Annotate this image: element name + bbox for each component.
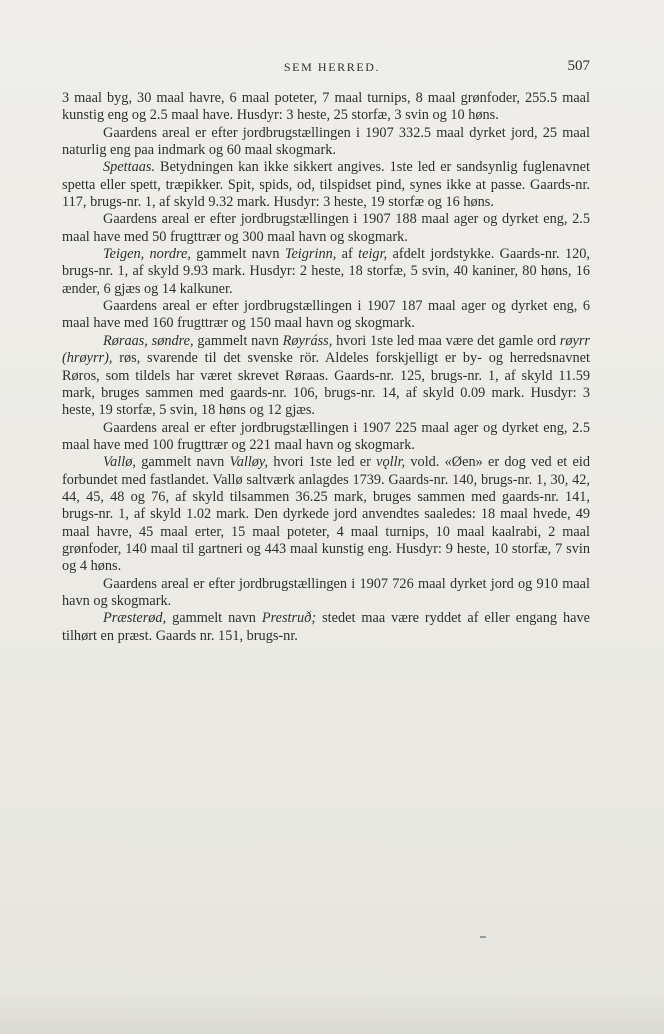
place-name: Teigen, nordre, (103, 246, 191, 263)
body-text (62, 90, 590, 645)
place-name: Præsterød, (103, 610, 167, 627)
paragraph: 3 maal byg, 30 maal havre, 6 maal poteter, 7 maal turnips, 8 maal grønfoder, 255.5 maal kunstig eng og 2.5 maal have. Husdyr: 3 heste, 25 storfæ, 3 svin og 10 høns. (62, 90, 590, 124)
page-header (0, 58, 664, 78)
etymon: røyrr (hrøyrr), (62, 332, 590, 367)
scan-shadow (0, 990, 664, 1034)
old-name: Teigrinn, (284, 246, 337, 263)
paragraph: Røraas, søndre, gammelt navn Røyráss, hvori 1ste led maa være det gamle ord røyrr (hrøyrr), røs, svarende til det svenske rör. Aldeles forskjelligt er by- og herredsnavnet Røros, som tildels har været skrevet Røraas. Gaards-nr. 125, brugs-nr. 1, af skyld 11.59 mark, bruges sammen med gaards-nr. 106, brugs-nr. 14, af skyld 0.09 mark. Husdyr: 3 heste, 19 storfæ, 5 svin, 18 høns og 12 gjæs. (62, 332, 590, 419)
etymon: teigr, (358, 246, 388, 263)
paragraph: Spettaas. Betydningen kan ikke sikkert angives. 1ste led er sandsynlig fuglenavnet spetta eller spett, træpikker. Spit, spids, od, tilspidset pind, synes ikke at passe. Gaards-nr. 117, brugs-nr. 1, af skyld 9.32 mark. Husdyr: 3 heste, 19 storfæ og 16 høns. (62, 159, 590, 211)
paragraph: Gaardens areal er efter jordbrugstællingen i 1907 188 maal ager og dyrket eng, 2.5 maal have med 50 frugttrær og 300 maal havn og skogmark. (62, 211, 590, 245)
old-name: Prestruð; (261, 610, 317, 627)
paragraph: Vallø, gammelt navn Valløy, hvori 1ste led er vǫllr, vold. «Øen» er dog ved et eid forbundet med fastlandet. Vallø saltværk anlagdes 1739. Gaards-nr. 140, brugs-nr. 1, 30, 42, 44, 45, 48 og 76, af skyld tilsammen 36.25 mark, bruges sammen med gaards-nr. 141, brugs-nr. 1, af skyld 1.02 mark. Den dyrkede jord anvendtes saaledes: 18 maal hvede, 49 maal havre, 45 maal erter, 15 maal poteter, 4 maal turnips, 10 maal kaalrabi, 2 maal grønfoder, 140 maal til gartneri og 443 maal kunstig eng. Husdyr: 9 heste, 10 storfæ, 7 svin og 4 høns. (62, 454, 591, 575)
paragraph: Præsterød, gammelt navn Prestruð; stedet maa være ryddet af eller engang have tilhørt en præst. Gaards nr. 151, brugs-nr. (62, 610, 590, 644)
place-name: Vallø, (103, 454, 136, 471)
running-title: SEM HERRED. (283, 60, 381, 74)
paragraph: Gaardens areal er efter jordbrugstællingen i 1907 332.5 maal dyrket jord, 25 maal naturlig eng paa indmark og 60 maal skogmark. (62, 124, 590, 159)
paragraph: Gaardens areal er efter jordbrugstællingen i 1907 187 maal ager og dyrket eng, 6 maal have med 160 frugttrær og 150 maal havn og skogmark. (62, 298, 590, 332)
page-number: 507 (567, 58, 590, 74)
place-name: Spettaas. (103, 159, 156, 176)
place-name: Røraas, søndre, (103, 332, 194, 349)
paragraph: Gaardens areal er efter jordbrugstællingen i 1907 225 maal ager og dyrket eng, 2.5 maal have med 100 frugttrær og 221 maal havn og skogmark. (62, 419, 590, 453)
etymon: vǫllr, (376, 454, 406, 471)
paragraph: Teigen, nordre, gammelt navn Teigrinn, af teigr, afdelt jordstykke. Gaards-nr. 120, brugs-nr. 1, af skyld 9.93 mark. Husdyr: 2 heste, 18 storfæ, 5 svin, 40 kaniner, 80 høns, 16 ænder, 6 gjæs og 14 kalkuner. (62, 246, 590, 297)
old-name: Valløy, (229, 454, 269, 471)
print-speck (480, 936, 486, 938)
old-name: Røyráss, (282, 332, 333, 349)
paragraph: Gaardens areal er efter jordbrugstællingen i 1907 726 maal dyrket jord og 910 maal havn og skogmark. (62, 575, 590, 609)
